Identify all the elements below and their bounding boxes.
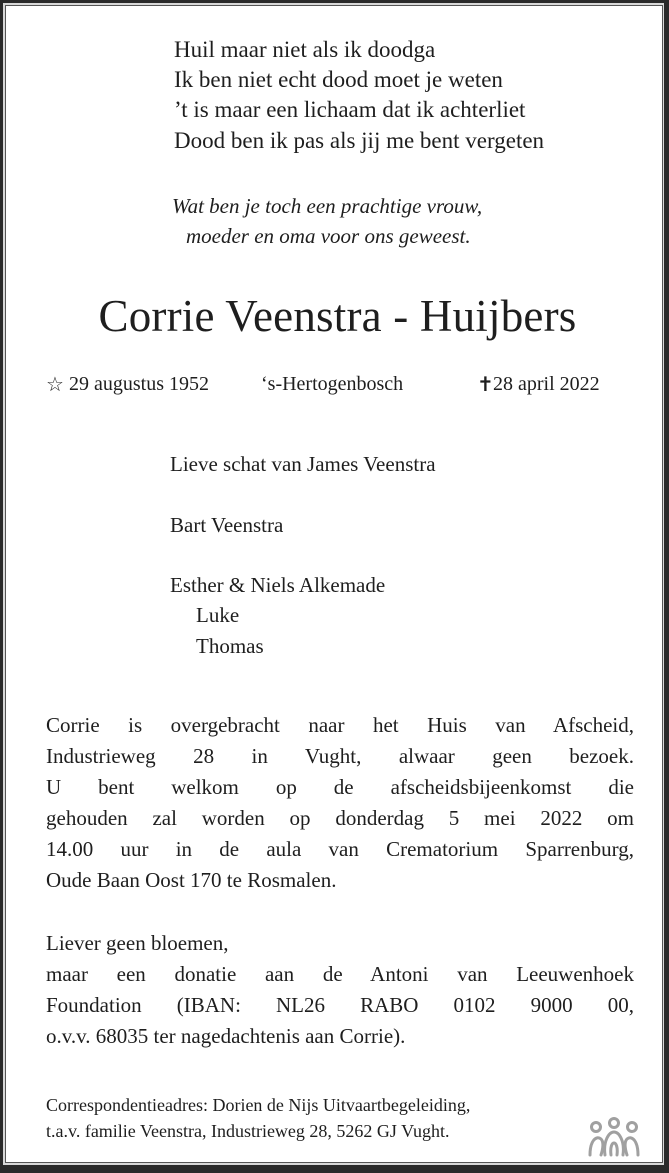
family-partner: Lieve schat van James Veenstra <box>170 452 436 476</box>
birth-date: 29 augustus 1952 <box>69 373 209 395</box>
donation-line: maar een donatie aan de Antoni van Leeuwenhoek <box>46 962 634 986</box>
family-grandchild: Luke <box>196 603 240 627</box>
birth-place: ‘s-Hertogenbosch <box>261 373 404 395</box>
arrangements-line: 14.00 uur in de aula van Crematorium Sparrenburg, <box>46 837 634 861</box>
correspondence-line: t.a.v. familie Veenstra, Industrieweg 28, 5262 GJ Vught. <box>46 1121 450 1141</box>
donation-line: o.v.v. 68035 ter nagedachtenis aan Corrie). <box>46 1024 406 1048</box>
cross-icon: ✝ <box>477 374 494 396</box>
donation-line: Foundation (IBAN: NL26 RABO 0102 9000 00, <box>46 993 634 1017</box>
donation-paragraph <box>46 928 634 1052</box>
arrangements-line: Industrieweg 28 in Vught, alwaar geen bezoek. <box>46 744 634 768</box>
deceased-name: Corrie Veenstra - Huijbers <box>98 291 577 341</box>
arrangements-line: U bent welkom op de afscheidsbijeenkomst die <box>46 775 634 799</box>
poem-line: ’t is maar een lichaam dat ik achterliet <box>174 97 526 122</box>
death-date: 28 april 2022 <box>493 373 600 395</box>
poem-line: Dood ben ik pas als jij me bent vergeten <box>174 128 545 153</box>
family-child: Esther & Niels Alkemade <box>170 573 386 597</box>
family-grandchild: Thomas <box>196 634 264 658</box>
arrangements-line: gehouden zal worden op donderdag 5 mei 2022 om <box>46 806 634 830</box>
family-group-icon <box>587 1117 641 1157</box>
donation-line: Liever geen bloemen, <box>46 931 229 955</box>
arrangements-line: Oude Baan Oost 170 te Rosmalen. <box>46 868 337 892</box>
star-icon: ☆ <box>46 374 64 396</box>
correspondence-line: Correspondentieadres: Dorien de Nijs Uitvaartbegeleiding, <box>46 1095 471 1115</box>
obituary-notice <box>6 6 662 1162</box>
poem-line: Huil maar niet als ik doodga <box>174 37 436 62</box>
tribute-line: moeder en oma voor ons geweest. <box>186 224 471 248</box>
arrangements-paragraph <box>46 710 634 896</box>
tribute-line: Wat ben je toch een prachtige vrouw, <box>172 194 483 218</box>
arrangements-line: Corrie is overgebracht naar het Huis van Afscheid, <box>46 713 634 737</box>
poem-line: Ik ben niet echt dood moet je weten <box>174 67 503 92</box>
family-child: Bart Veenstra <box>170 513 284 537</box>
